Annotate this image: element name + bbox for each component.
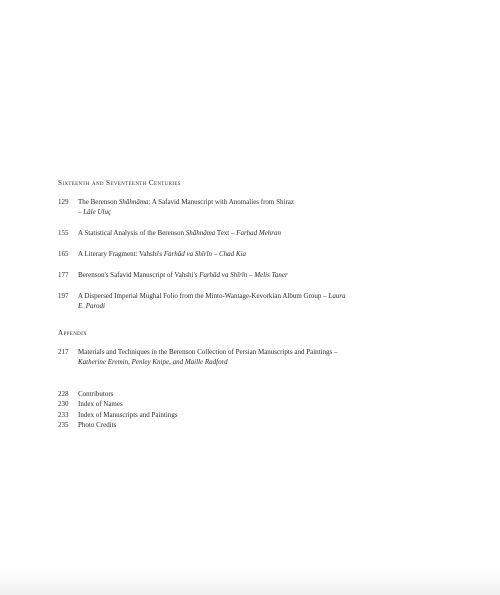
entry-author: Chad Kia: [219, 250, 247, 258]
entry-title: Berenson's Safavid Manuscript of Vahshi's Farhād va Shīrīn – Melis Taner: [78, 271, 288, 279]
entry-title: Materials and Techniques in the Berenson Collection of Persian Manuscripts and Paintings – Katherine Eremin, Penley Knipe, and Maille Radford: [78, 348, 338, 366]
entry-author: Melis Taner: [254, 271, 288, 279]
entry-title: The Berenson Shāhnāma: A Safavid Manuscript with Anomalies from Shiraz – Lâle Uluç: [78, 198, 295, 216]
list-item: [58, 389, 348, 399]
entry-author: Farhad Mehran: [236, 229, 282, 237]
entry-title: Index of Names: [78, 400, 123, 409]
page-number: 235: [58, 420, 69, 429]
page-number: 177: [58, 271, 69, 279]
page-number: 129: [58, 198, 69, 206]
list-item: [58, 420, 348, 430]
page-number: 228: [58, 390, 69, 398]
entry-author: Katherine Eremin, Penley Knipe, and Maille Radford: [78, 358, 228, 366]
page-number: 230: [58, 400, 69, 409]
page-number: 217: [58, 348, 69, 356]
page-number: 165: [58, 250, 69, 258]
entry-title: Photo Credits: [78, 420, 117, 429]
toc-entry: [58, 291, 348, 311]
back-matter-list: [58, 389, 348, 430]
page-number: 197: [58, 292, 69, 300]
section-heading-sixteenth-seventeenth: Sixteenth and Seventeenth Centuries: [58, 179, 181, 187]
page-number: 233: [58, 410, 69, 419]
page-number: 155: [58, 229, 69, 237]
entry-title: A Literary Fragment: Vahshi's Farhād va Shīrīn – Chad Kia: [78, 250, 247, 258]
entry-title: Index of Manuscripts and Paintings: [78, 410, 178, 419]
section-heading-appendix: Appendix: [58, 329, 88, 337]
table-of-contents: [58, 178, 348, 430]
entry-title: A Statistical Analysis of the Berenson Shāhnāma Text – Farhad Mehran: [78, 229, 282, 237]
list-item: [58, 399, 348, 409]
toc-entry: [58, 347, 348, 367]
list-item: [58, 410, 348, 420]
page-bottom-shadow: [0, 569, 500, 595]
toc-entry: [58, 270, 348, 280]
entry-title: A Dispersed Imperial Mughal Folio from the Minto-Wantage-Kevorkian Album Group – Laura E. Parodi: [78, 292, 346, 310]
toc-entry: [58, 197, 348, 217]
entry-author: Lâle Uluç: [83, 208, 112, 216]
toc-entry: [58, 228, 348, 238]
entry-title: Contributors: [78, 390, 114, 398]
toc-entry: [58, 249, 348, 259]
entry-author: Laura E. Parodi: [78, 292, 346, 310]
